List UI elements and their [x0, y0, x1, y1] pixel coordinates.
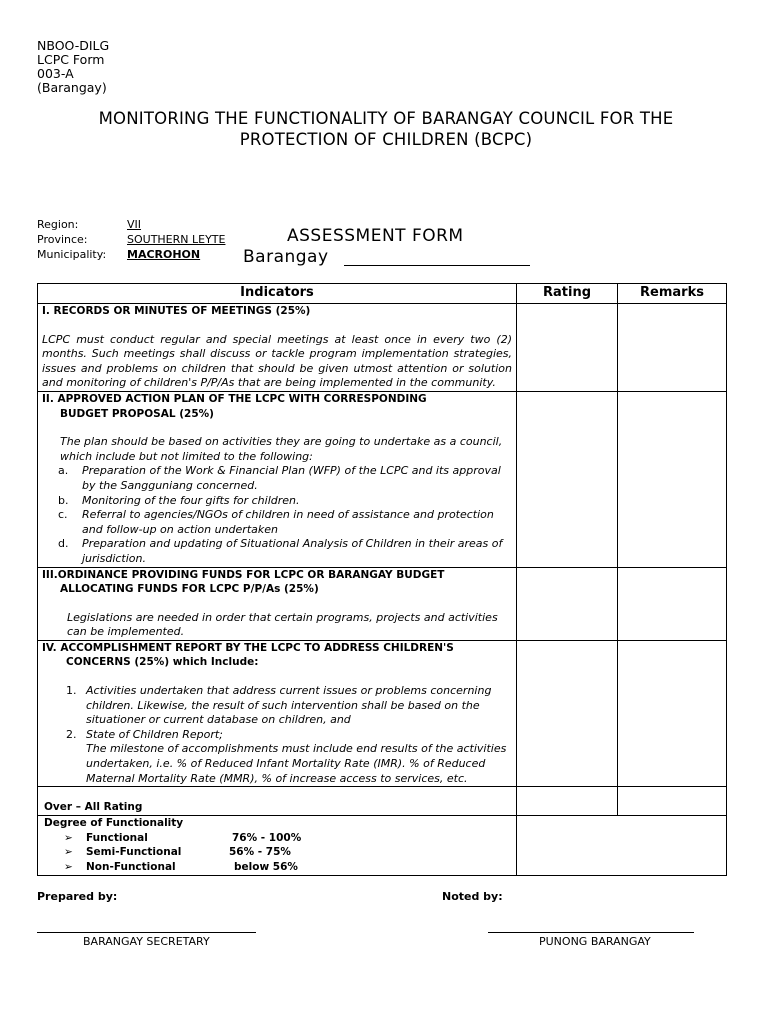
list-item	[42, 494, 512, 509]
remarks-cell[interactable]	[618, 567, 727, 640]
list-marker: a.	[58, 464, 69, 478]
remarks-header: Remarks	[618, 284, 727, 304]
list-item-text: Monitoring of the four gifts for children.	[82, 493, 300, 507]
prepared-by-signature-line[interactable]	[37, 932, 256, 933]
section-3-title-cont: ALLOCATING FUNDS FOR LCPC P/P/As (25%)	[60, 583, 319, 596]
degree-level	[42, 860, 512, 875]
form-code-line: NBOO-DILG	[37, 38, 110, 53]
section-2-title: II. APPROVED ACTION PLAN OF THE LCPC WITH CORRESPONDING	[42, 392, 427, 405]
degree-title: Degree of Functionality	[44, 817, 184, 830]
rating-cell[interactable]	[517, 304, 618, 392]
municipality-label: Municipality:	[37, 248, 107, 261]
list-item	[42, 537, 512, 566]
degree-cell	[38, 816, 517, 875]
remarks-cell[interactable]	[618, 391, 727, 567]
noted-by-label: Noted by:	[442, 890, 503, 903]
arrow-bullet-icon: ➢	[64, 831, 73, 844]
province-value: SOUTHERN LEYTE	[127, 233, 226, 246]
section-4-title: IV. ACCOMPLISHMENT REPORT BY THE LCPC TO ADDRESS CHILDREN'S	[42, 641, 454, 654]
prepared-by-label: Prepared by:	[37, 890, 118, 903]
section-3-title: III.ORDINANCE PROVIDING FUNDS FOR LCPC OR BARANGAY BUDGET	[42, 568, 445, 581]
rating-cell[interactable]	[517, 640, 618, 786]
prepared-by-name: BARANGAY SECRETARY	[83, 935, 210, 948]
list-marker: b.	[58, 493, 69, 507]
section-4-milestone: The milestone of accomplishments must include end results of the activities undertaken, i.e. % of Reduced Infant Mortality Rate (IMR). % of Reduced Maternal Mortality Rate (MMR), % of increase access to services, etc.	[86, 742, 507, 785]
form-code-line: LCPC Form	[37, 52, 105, 67]
table-header-row	[38, 284, 727, 304]
section-4-cell	[38, 640, 517, 786]
barangay-field[interactable]	[344, 265, 530, 266]
list-marker: 1.	[66, 684, 77, 698]
section-1-cell	[38, 304, 517, 392]
section-1-title: I. RECORDS OR MINUTES OF MEETINGS (25%)	[42, 305, 311, 317]
region-label: Region:	[37, 218, 79, 231]
section-3-cell	[38, 567, 517, 640]
page-title	[30, 108, 742, 150]
municipality-value: MACROHON	[127, 248, 201, 261]
list-marker: c.	[58, 508, 68, 522]
overall-rating-cell[interactable]	[517, 787, 618, 816]
form-code-line: 003-A	[37, 66, 74, 81]
degree-level-label: Semi-Functional	[86, 846, 182, 859]
section-3-body: Legislations are needed in order that certain programs, projects and activities can be implemented.	[67, 610, 498, 639]
list-marker: 2.	[66, 727, 77, 741]
section-2-cell	[38, 391, 517, 567]
noted-by-signature-line[interactable]	[488, 932, 694, 933]
form-code	[37, 38, 110, 95]
table-row	[38, 304, 727, 392]
list-item	[42, 728, 512, 743]
rating-cell[interactable]	[517, 391, 618, 567]
province-label: Province:	[37, 233, 88, 246]
overall-rating-row	[38, 787, 727, 816]
arrow-bullet-icon: ➢	[64, 846, 73, 859]
table-row	[38, 391, 727, 567]
list-item-text: State of Children Report;	[86, 727, 223, 741]
list-item-text: Preparation of the Work & Financial Plan (WFP) of the LCPC and its approval by the Sangguniang concerned.	[82, 464, 501, 492]
rating-cell[interactable]	[517, 567, 618, 640]
table-row	[38, 567, 727, 640]
section-4-title-cont: CONCERNS (25%) which Include:	[66, 656, 259, 669]
form-code-line: (Barangay)	[37, 80, 107, 95]
arrow-bullet-icon: ➢	[64, 861, 73, 873]
assessment-form-title: ASSESSMENT FORM	[287, 226, 464, 246]
section-2-intro: The plan should be based on activities they are going to undertake as a council, which include but not limited to the following:	[60, 435, 503, 463]
table-row	[38, 640, 727, 786]
rating-header: Rating	[517, 284, 618, 304]
title-line-1: MONITORING THE FUNCTIONALITY OF BARANGAY COUNCIL FOR THE	[98, 109, 674, 128]
degree-level	[42, 831, 512, 846]
degree-level-label: Non-Functional	[86, 861, 176, 873]
remarks-cell[interactable]	[618, 304, 727, 392]
section-2-title-cont: BUDGET PROPOSAL (25%)	[60, 407, 214, 420]
list-item-text: Referral to agencies/NGOs of children in need of assistance and protection and follow-up on action undertaken	[82, 508, 494, 536]
noted-by-name: PUNONG BARANGAY	[539, 935, 651, 948]
degree-level-label: Functional	[86, 831, 148, 844]
degree-level-range: 76% - 100%	[232, 831, 302, 844]
barangay-label: Barangay	[243, 247, 329, 267]
degree-level-range: 56% - 75%	[229, 846, 291, 859]
degree-level	[42, 845, 512, 860]
overall-remarks-cell[interactable]	[618, 787, 727, 816]
region-value: VII	[127, 218, 142, 231]
list-item	[42, 464, 512, 493]
assessment-table	[37, 283, 727, 876]
list-item-text: Activities undertaken that address current issues or problems concerning children. Likewise, the result of such intervention shall be based on the situationer or current database on children, and	[86, 684, 492, 727]
remarks-cell[interactable]	[618, 640, 727, 786]
degree-row	[38, 816, 727, 875]
list-item	[42, 684, 512, 728]
section-1-body: LCPC must conduct regular and special meetings at least once in every two (2) months. Such meetings shall discuss or tackle program implementation strategies, issues and problems on children that should be given utmost attention or solution and monitoring of children's P/P/As that are being implemented in the community.	[42, 332, 512, 390]
list-item-text: Preparation and updating of Situational Analysis of Children in their areas of jurisdiction.	[82, 537, 503, 565]
degree-empty-cell	[517, 816, 727, 875]
indicators-header: Indicators	[38, 284, 517, 304]
degree-level-range: below 56%	[234, 861, 298, 873]
list-item	[42, 508, 512, 537]
list-marker: d.	[58, 537, 69, 551]
overall-rating-label-cell	[38, 787, 517, 816]
title-line-2: PROTECTION OF CHILDREN (BCPC)	[239, 130, 533, 149]
overall-rating-label: Over – All Rating	[44, 800, 143, 813]
